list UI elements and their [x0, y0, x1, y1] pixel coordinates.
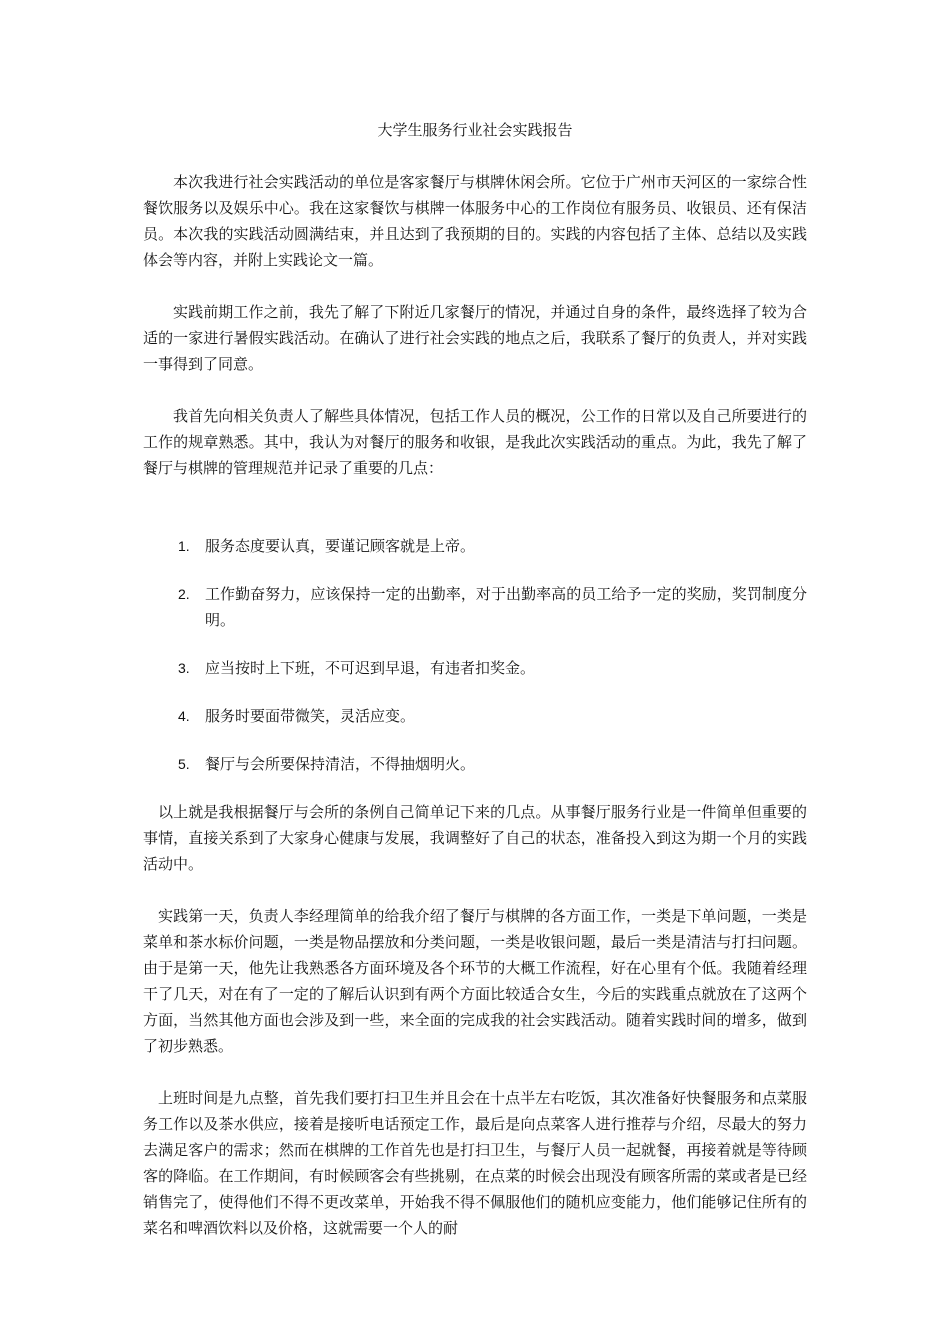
- list-text: 服务时要面带微笑，灵活应变。: [205, 707, 416, 725]
- list-number: 5.: [178, 756, 190, 772]
- list-item: [143, 581, 807, 633]
- list-number: 3.: [178, 660, 190, 676]
- paragraph-intro-1: 本次我进行社会实践活动的单位是客家餐厅与棋牌休闲会所。它位于广州市天河区的一家综合性餐饮服务以及娱乐中心。我在这家餐饮与棋牌一体服务中心的工作岗位有服务员、收银员、还有保洁员。本次我的实践活动圆满结束，并且达到了我预期的目的。实践的内容包括了主体、总结以及实践体会等内容，并附上实践论文一篇。: [143, 173, 807, 269]
- paragraph-after-2: 实践第一天，负责人李经理简单的给我介绍了餐厅与棋牌的各方面工作，一类是下单问题，一类是菜单和茶水标价问题，一类是物品摆放和分类问题，一类是收银问题，最后一类是清洁与打扫问题。由于是第一天，他先让我熟悉各方面环境及各个环节的大概工作流程，好在心里有个低。我随着经理干了几天，对在有了一定的了解后认识到有两个方面比较适合女生，今后的实践重点就放在了这两个方面，当然其他方面也会涉及到一些，来全面的完成我的社会实践活动。随着实践时间的增多，做到了初步熟悉。: [143, 907, 807, 1055]
- document-body: [143, 117, 807, 1267]
- list-text: 工作勤奋努力，应该保持一定的出勤率，对于出勤率高的员工给予一定的奖励，奖罚制度分明。: [205, 585, 807, 629]
- paragraph-after-3: 上班时间是九点整，首先我们要打扫卫生并且会在十点半左右吃饭，其次准备好快餐服务和点菜服务工作以及茶水供应，接着是接听电话预定工作，最后是向点菜客人进行推荐与介绍，尽最大的努力去满足客户的需求；然而在棋牌的工作首先也是打扫卫生，与餐厅人员一起就餐，再接着就是等待顾客的降临。在工作期间，有时候顾客会有些挑剔，在点菜的时候会出现没有顾客所需的菜或者是已经销售完了，使得他们不得不更改菜单，开始我不得不佩服他们的随机应变能力，他们能够记住所有的菜名和啤酒饮料以及价格，这就需要一个人的耐: [143, 1089, 807, 1237]
- paragraph-after-1: 以上就是我根据餐厅与会所的条例自己简单记下来的几点。从事餐厅服务行业是一件简单但重要的事情，直接关系到了大家身心健康与发展，我调整好了自己的状态，准备投入到这为期一个月的实践活动中。: [143, 803, 807, 873]
- list-text: 餐厅与会所要保持清洁，不得抽烟明火。: [205, 755, 476, 773]
- document-title: 大学生服务行业社会实践报告: [377, 121, 573, 139]
- list-text: 服务态度要认真，要谨记顾客就是上帝。: [205, 537, 476, 555]
- list-item: [143, 751, 807, 777]
- paragraph-intro-3: 我首先向相关负责人了解些具体情况，包括工作人员的概况，公工作的日常以及自己所要进行的工作的规章熟悉。其中，我认为对餐厅的服务和收银，是我此次实践活动的重点。为此，我先了解了餐厅与棋牌的管理规范并记录了重要的几点：: [143, 407, 807, 477]
- list-number: 4.: [178, 708, 190, 724]
- list-number: 1.: [178, 538, 190, 554]
- list-item: [143, 533, 807, 559]
- list-item: [143, 703, 807, 729]
- list-item: [143, 655, 807, 681]
- list-number: 2.: [178, 586, 190, 602]
- paragraph-intro-2: 实践前期工作之前，我先了解了下附近几家餐厅的情况，并通过自身的条件，最终选择了较为合适的一家进行暑假实践活动。在确认了进行社会实践的地点之后，我联系了餐厅的负责人，并对实践一事得到了同意。: [143, 303, 807, 373]
- list-text: 应当按时上下班，不可迟到早退，有违者扣奖金。: [205, 659, 536, 677]
- rules-list: [143, 533, 807, 777]
